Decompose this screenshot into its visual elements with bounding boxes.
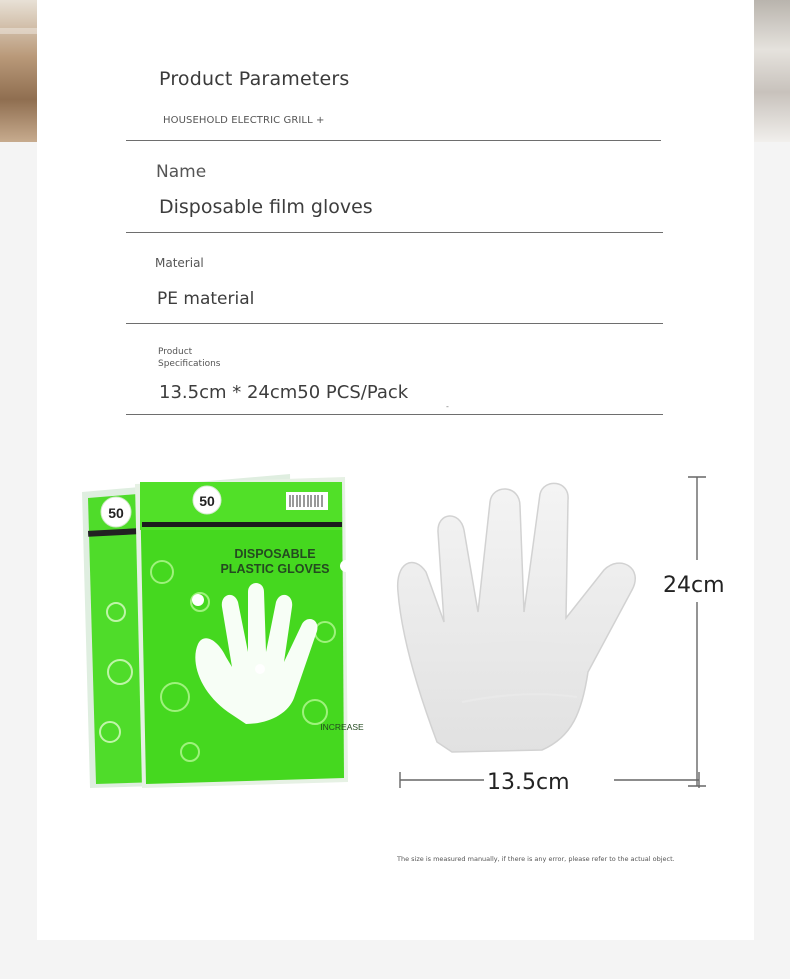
product-card — [37, 0, 754, 940]
spec-value: 13.5cm * 24cm50 PCS/Pack — [159, 382, 409, 403]
package-photo — [80, 462, 364, 792]
spec-label-line2: Specifications — [158, 359, 221, 369]
background-photo-left — [0, 0, 37, 142]
package-line2: PLASTIC GLOVES — [220, 562, 330, 576]
name-value: Disposable film gloves — [159, 196, 373, 218]
divider — [126, 323, 663, 324]
spec-label-line1: Product — [158, 347, 193, 357]
divider — [126, 232, 663, 233]
background-photo-right — [754, 0, 790, 142]
measurement-note: The size is measured manually, if there is any error, please refer to the actual object. — [397, 855, 675, 863]
material-value: PE material — [157, 289, 255, 309]
section-subtitle: HOUSEHOLD ELECTRIC GRILL + — [163, 115, 325, 126]
spec-label — [158, 346, 238, 370]
package-front — [135, 477, 364, 788]
divider — [126, 140, 661, 141]
glove-dimension-photo — [392, 472, 732, 802]
divider — [126, 414, 663, 415]
package-front-count: 50 — [199, 493, 215, 509]
glove-image — [398, 483, 636, 752]
material-label: Material — [155, 256, 204, 270]
stray-mark: - — [446, 402, 449, 411]
package-back-count: 50 — [108, 505, 124, 521]
height-dimension-line — [688, 477, 706, 786]
name-label: Name — [156, 162, 207, 182]
width-dimension-label: 13.5cm — [487, 770, 570, 795]
section-title: Product Parameters — [159, 68, 350, 90]
package-line1: DISPOSABLE — [234, 547, 316, 561]
height-dimension-label: 24cm — [663, 573, 725, 598]
package-tag: INCREASE — [320, 722, 364, 732]
